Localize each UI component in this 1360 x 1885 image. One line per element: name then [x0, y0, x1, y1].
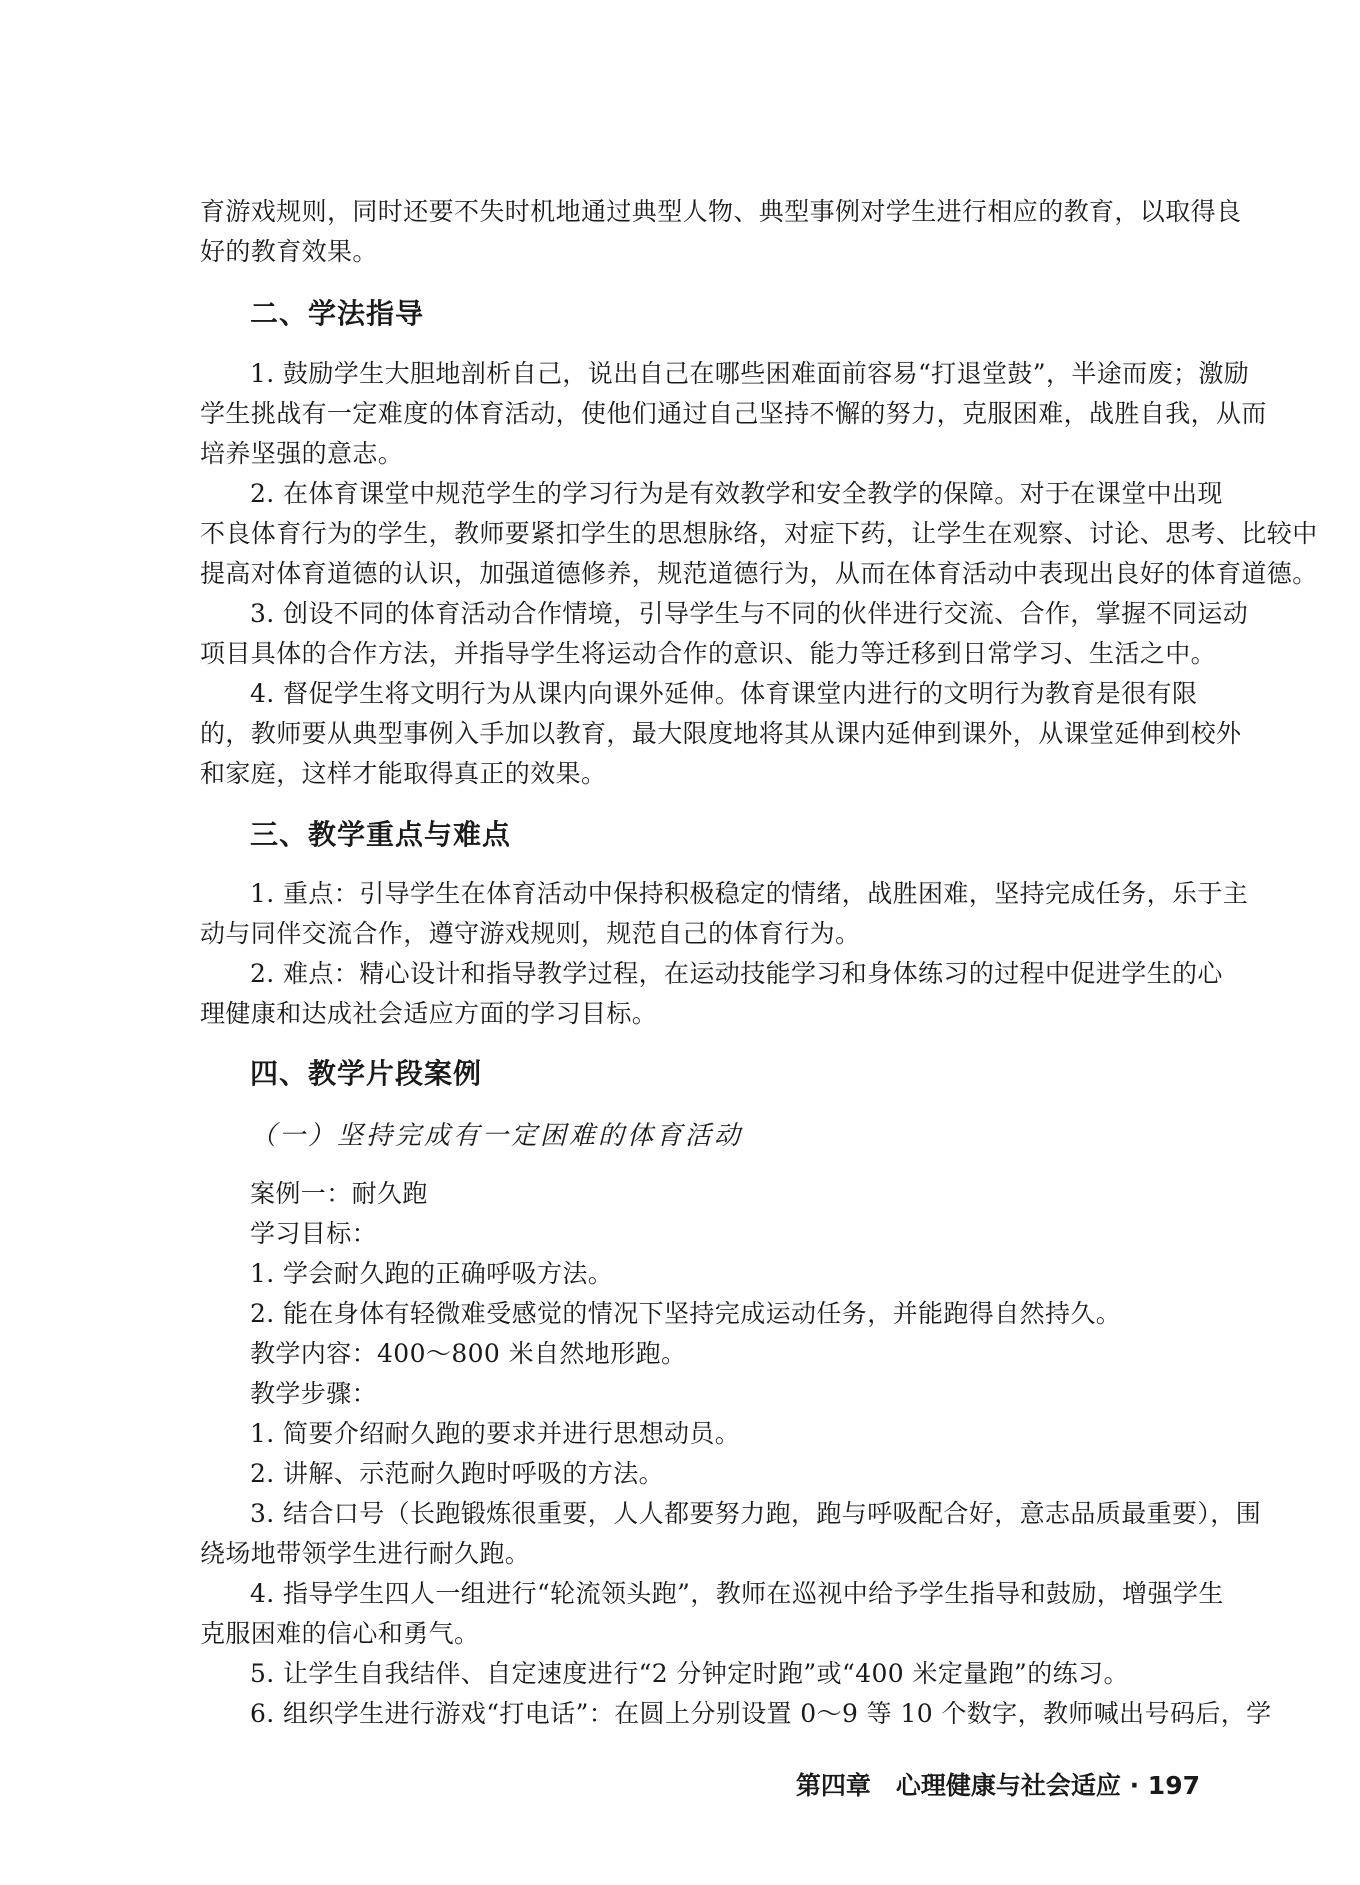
step-item: 4. 指导学生四人一组进行“轮流领头跑”，教师在巡视中给予学生指导和鼓励，增强学生 [250, 1579, 1224, 1608]
step-item-continued: 克服困难的信心和勇气。 [200, 1619, 480, 1648]
section-heading-study-guidance: 二、学法指导 [250, 297, 425, 330]
goal-item: 2. 能在身体有轻微难受感觉的情况下坚持完成运动任务，并能跑得自然持久。 [250, 1299, 1122, 1328]
step-item: 5. 让学生自我结伴、自定速度进行“2 分钟定时跑”或“400 米定量跑”的练习。 [250, 1659, 1129, 1688]
step-item: 3. 结合口号（长跑锻炼很重要，人人都要努力跑，跑与呼吸配合好，意志品质最重要），围 [250, 1499, 1262, 1528]
goal-item: 1. 学会耐久跑的正确呼吸方法。 [250, 1259, 614, 1288]
paragraph-line: 4. 督促学生将文明行为从课内向课外延伸。体育课堂内进行的文明行为教育是很有限 [250, 679, 1198, 708]
paragraph-line: 1. 重点：引导学生在体育活动中保持积极稳定的情绪，战胜困难，坚持完成任务，乐于主 [250, 879, 1249, 908]
paragraph-line: 理健康和达成社会适应方面的学习目标。 [200, 999, 658, 1028]
section-heading-teaching-cases: 四、教学片段案例 [250, 1057, 483, 1090]
intro-line-2: 好的教育效果。 [200, 237, 378, 266]
case-title: 案例一：耐久跑 [250, 1179, 428, 1208]
paragraph-line: 2. 难点：精心设计和指导教学过程，在运动技能学习和身体练习的过程中促进学生的心 [250, 959, 1223, 988]
goals-label: 学习目标： [250, 1219, 378, 1248]
section-heading-key-points: 三、教学重点与难点 [250, 818, 512, 851]
paragraph-line: 培养坚强的意志。 [200, 439, 404, 468]
paragraph-line: 和家庭，这样才能取得真正的效果。 [200, 759, 607, 788]
steps-label: 教学步骤： [250, 1379, 378, 1408]
intro-line-1: 育游戏规则，同时还要不失时机地通过典型人物、典型事例对学生进行相应的教育，以取得良 [200, 197, 1242, 226]
step-item: 6. 组织学生进行游戏“打电话”：在圆上分别设置 0～9 等 10 个数字，教师喊出号码后，学 [250, 1699, 1272, 1728]
paragraph-line: 1. 鼓励学生大胆地剖析自己，说出自己在哪些困难面前容易“打退堂鼓”，半途而废；激励 [250, 359, 1250, 388]
step-item-continued: 绕场地带领学生进行耐久跑。 [200, 1539, 531, 1568]
subsection-heading: （一）坚持完成有一定困难的体育活动 [250, 1121, 744, 1151]
paragraph-line: 动与同伴交流合作，遵守游戏规则，规范自己的体育行为。 [200, 919, 861, 948]
paragraph-line: 的，教师要从典型事例入手加以教育，最大限度地将其从课内延伸到课外，从课堂延伸到校外 [200, 719, 1242, 748]
paragraph-line: 2. 在体育课堂中规范学生的学习行为是有效教学和安全教学的保障。对于在课堂中出现 [250, 479, 1223, 508]
paragraph-line: 提高对体育道德的认识，加强道德修养，规范道德行为，从而在体育活动中表现出良好的体育道德。 [200, 559, 1318, 588]
paragraph-line: 不良体育行为的学生，教师要紧扣学生的思想脉络，对症下药，让学生在观察、讨论、思考、比较中 [200, 519, 1318, 548]
paragraph-line: 3. 创设不同的体育活动合作情境，引导学生与不同的伙伴进行交流、合作，掌握不同运动 [250, 599, 1249, 628]
paragraph-line: 项目具体的合作方法，并指导学生将运动合作的意识、能力等迁移到日常学习、生活之中。 [200, 639, 1217, 668]
paragraph-line: 学生挑战有一定难度的体育活动，使他们通过自己坚持不懈的努力，克服困难，战胜自我，从而 [200, 399, 1267, 428]
step-item: 1. 简要介绍耐久跑的要求并进行思想动员。 [250, 1419, 741, 1448]
page-footer: 第四章 心理健康与社会适应 · 197 [795, 1771, 1200, 1800]
step-item: 2. 讲解、示范耐久跑时呼吸的方法。 [250, 1459, 665, 1488]
teaching-content: 教学内容：400～800 米自然地形跑。 [250, 1339, 687, 1368]
